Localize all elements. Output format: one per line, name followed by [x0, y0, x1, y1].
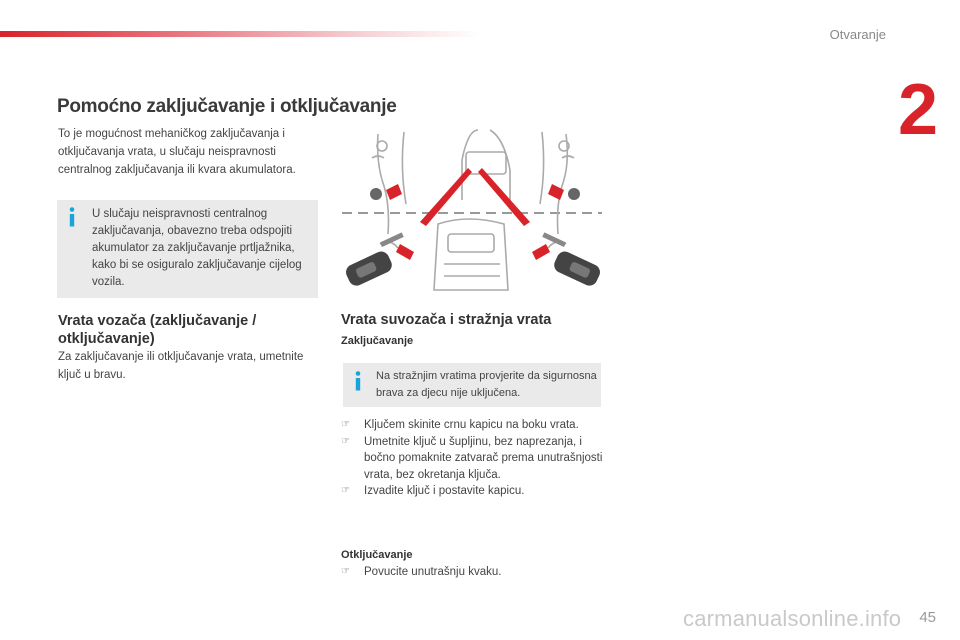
- unlocking-steps-list: [341, 564, 603, 581]
- list-item: ☞ Ključem skinite crnu kapicu na boku vrata.: [341, 417, 603, 434]
- page-title: Pomoćno zaključavanje i otključavanje: [57, 96, 397, 117]
- info-box-text: Na stražnjim vratima provjerite da sigurnosna brava za djecu nije uključena.: [376, 370, 597, 399]
- unlocking-label: Otključavanje: [341, 549, 413, 561]
- door-lock-illustration: [338, 124, 608, 300]
- list-item: ☞ Izvadite ključ i postavite kapicu.: [341, 483, 603, 500]
- info-box-text: U slučaju neispravnosti centralnog zaključavanja, obavezno treba odspojiti akumulator za zaključavanje prtljažnika, kako bi se osiguralo zaključavanje cijelog vozila.: [92, 208, 302, 288]
- chapter-number: 2: [897, 70, 938, 150]
- arrow-bullet-icon: ☞: [341, 435, 350, 447]
- arrow-bullet-icon: ☞: [341, 485, 350, 496]
- info-box-battery: [57, 200, 318, 298]
- list-item: ☞ Umetnite ključ u šupljinu, bez naprezanja, i bočno pomaknite zatvarač prema unutrašnjosti vrata, bez okretanja ključa.: [341, 435, 603, 481]
- intro-text: To je mogućnost mehaničkog zaključavanja i otključavanja vrata, u slučaju neispravnosti centralnog zaključavanja ili kvara akumulatora.: [58, 128, 296, 176]
- arrow-bullet-icon: ☞: [341, 419, 350, 430]
- info-icon: [353, 371, 363, 391]
- info-icon: [67, 207, 77, 227]
- list-item: ☞ Povucite unutrašnju kvaku.: [341, 564, 603, 581]
- arrow-bullet-icon: ☞: [341, 566, 350, 577]
- header-accent-bar: [0, 31, 480, 37]
- watermark-text: carmanualsonline.info: [683, 606, 902, 631]
- info-box-child-lock: [343, 363, 601, 407]
- passenger-doors-title: Vrata suvozača i stražnja vrata: [341, 312, 552, 328]
- page-number: 45: [919, 609, 936, 626]
- driver-door-title: Vrata vozača (zaključavanje / otključavanje): [58, 313, 257, 347]
- driver-door-text: Za zaključavanje ili otključavanje vrata, umetnite ključ u bravu.: [58, 351, 304, 381]
- locking-steps-list: [341, 417, 603, 500]
- locking-label: Zaključavanje: [341, 335, 414, 347]
- section-name: Otvaranje: [829, 27, 886, 42]
